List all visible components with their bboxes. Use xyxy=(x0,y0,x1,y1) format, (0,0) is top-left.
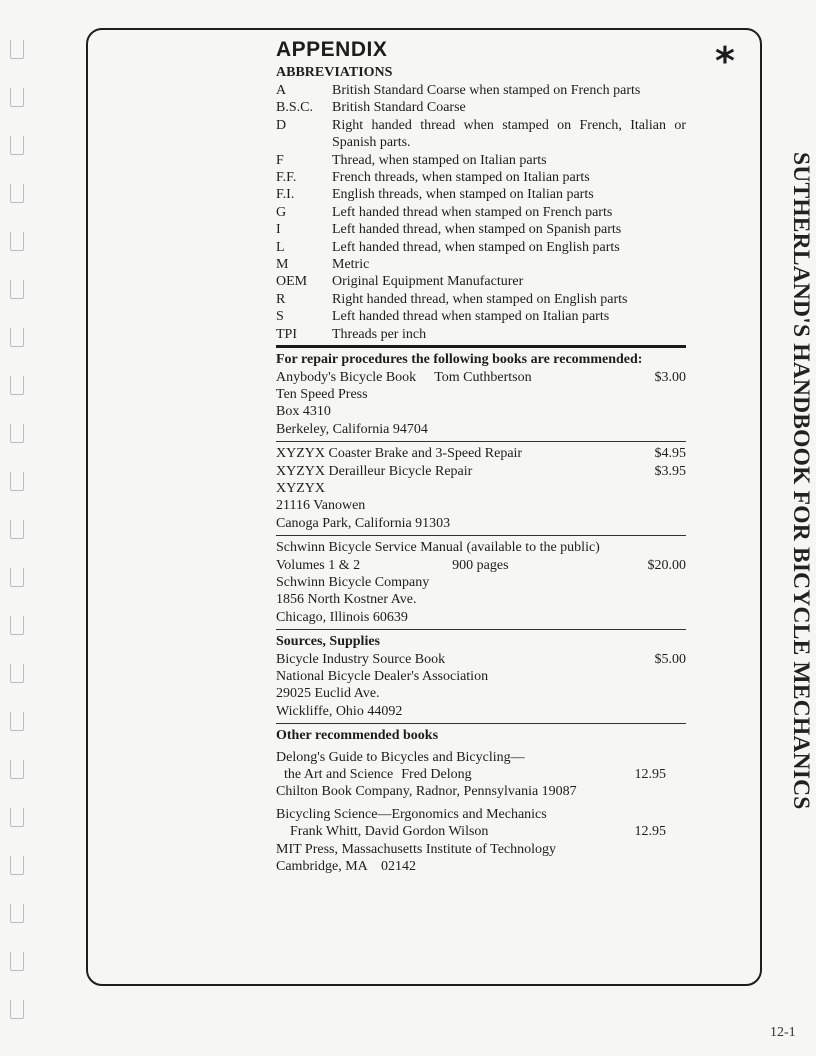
abbreviation-row xyxy=(276,239,686,256)
abbreviation-row xyxy=(276,169,686,186)
book-entry xyxy=(276,766,686,783)
publisher-line: MIT Press, Massachusetts Institute of Technology xyxy=(276,841,557,857)
abbreviation-definition: French threads, when stamped on Italian parts xyxy=(332,170,590,186)
binder-hole xyxy=(10,424,24,443)
binder-hole xyxy=(10,712,24,731)
abbreviation-definition: Threads per inch xyxy=(332,326,427,342)
publisher-line: Berkeley, California 94704 xyxy=(276,421,428,437)
abbreviation-row xyxy=(276,82,686,99)
abbreviation-row xyxy=(276,186,686,203)
abbreviation-code: I xyxy=(276,222,281,238)
publisher-line: Canoga Park, California 91303 xyxy=(276,515,451,531)
side-title: SUTHERLAND'S HANDBOOK FOR BICYCLE MECHANICS xyxy=(788,152,814,810)
sources-heading: Sources, Supplies xyxy=(276,634,380,650)
abbreviation-definition: Thread, when stamped on Italian parts xyxy=(332,152,547,168)
book-pages: 900 pages xyxy=(452,557,509,573)
repair-section xyxy=(276,348,686,441)
appendix-content xyxy=(276,38,686,878)
abbreviations-list xyxy=(276,82,686,343)
binder-hole xyxy=(10,472,24,491)
page-number: 12-1 xyxy=(770,1025,796,1040)
book-price: 12.95 xyxy=(634,824,666,840)
book-title: Anybody's Bicycle Book xyxy=(276,369,417,385)
abbreviation-definition: British Standard Coarse when stamped on French parts xyxy=(332,83,641,98)
book-entry xyxy=(276,445,686,462)
abbreviation-definition: Left handed thread when stamped on French parts xyxy=(332,204,613,220)
binder-hole xyxy=(10,664,24,683)
book-title-continued: the Art and Science xyxy=(284,767,394,783)
binder-hole xyxy=(10,520,24,539)
publisher-line: XYZYX xyxy=(276,480,325,496)
abbreviation-code: R xyxy=(276,291,286,307)
book-title: Bicycling Science—Ergonomics and Mechanics xyxy=(276,806,547,822)
binder-hole xyxy=(10,1000,24,1019)
book-author: Tom Cuthbertson xyxy=(434,369,532,385)
abbreviation-code: M xyxy=(276,257,289,273)
abbreviation-code: S xyxy=(276,309,284,325)
book-title: Bicycle Industry Source Book xyxy=(276,651,446,667)
publisher-line: Cambridge, MA 02142 xyxy=(276,859,416,875)
binder-hole xyxy=(10,568,24,587)
sources-section xyxy=(276,630,686,723)
book-entry xyxy=(276,557,686,574)
publisher-line: Ten Speed Press xyxy=(276,386,368,402)
abbreviation-code: F.F. xyxy=(276,170,297,186)
book-price: 12.95 xyxy=(634,767,666,783)
abbreviation-definition: Right handed thread when stamped on French, Italian or Spanish parts. xyxy=(332,117,686,151)
publisher-line: 29025 Euclid Ave. xyxy=(276,686,380,702)
binder-hole xyxy=(10,232,24,251)
abbreviation-code: F.I. xyxy=(276,187,295,203)
abbreviation-definition: British Standard Coarse xyxy=(332,100,466,116)
other-books-heading: Other recommended books xyxy=(276,728,439,744)
abbreviation-row xyxy=(276,152,686,169)
book-price: $3.00 xyxy=(654,369,686,385)
binder-hole xyxy=(10,280,24,299)
abbreviation-row xyxy=(276,117,686,152)
book-price: $3.95 xyxy=(654,463,686,479)
book-volumes: Volumes 1 & 2 xyxy=(276,557,361,573)
book-author: Fred Delong xyxy=(401,767,472,783)
binder-hole xyxy=(10,376,24,395)
book-entry xyxy=(276,823,686,840)
binder-hole xyxy=(10,136,24,155)
abbreviation-code: F xyxy=(276,152,284,168)
binder-hole xyxy=(10,328,24,347)
abbreviation-definition: Right handed thread, when stamped on English parts xyxy=(332,291,628,307)
publisher-line: Chicago, Illinois 60639 xyxy=(276,609,408,625)
book-entry xyxy=(276,651,686,668)
abbreviation-definition: Original Equipment Manufacturer xyxy=(332,274,524,290)
book-price: $5.00 xyxy=(654,651,686,667)
book-title: Delong's Guide to Bicycles and Bicycling— xyxy=(276,749,525,765)
page-title: APPENDIX xyxy=(276,38,388,61)
abbreviation-code: D xyxy=(276,117,287,133)
abbreviation-code: OEM xyxy=(276,274,308,290)
abbreviation-row xyxy=(276,256,686,273)
schwinn-section xyxy=(276,536,686,629)
abbreviation-row xyxy=(276,273,686,290)
book-title: Schwinn Bicycle Service Manual (available to the public) xyxy=(276,540,600,556)
binder-hole xyxy=(10,952,24,971)
binder-hole xyxy=(10,184,24,203)
abbreviation-code: B.S.C. xyxy=(276,100,313,116)
publisher-line: Wickliffe, Ohio 44092 xyxy=(276,703,403,719)
binder-hole xyxy=(10,616,24,635)
abbreviation-definition: English threads, when stamped on Italian parts xyxy=(332,187,594,203)
abbreviation-definition: Left handed thread, when stamped on English parts xyxy=(332,239,620,255)
binder-hole xyxy=(10,904,24,923)
binder-hole xyxy=(10,856,24,875)
abbreviation-row xyxy=(276,291,686,308)
abbreviation-row xyxy=(276,221,686,238)
abbreviation-code: L xyxy=(276,239,285,255)
other-books-section xyxy=(276,724,686,878)
repair-heading: For repair procedures the following books are recommended: xyxy=(276,352,643,368)
abbreviation-definition: Left handed thread when stamped on Italian parts xyxy=(332,309,610,325)
publisher-line: 21116 Vanowen xyxy=(276,498,366,514)
book-price: $20.00 xyxy=(647,557,686,573)
publisher-line: 1856 North Kostner Ave. xyxy=(276,592,417,608)
abbreviation-code: A xyxy=(276,83,287,98)
publisher-line: Chilton Book Company, Radnor, Pennsylvania 19087 xyxy=(276,784,577,800)
xyzyx-section xyxy=(276,442,686,535)
abbreviation-code: TPI xyxy=(276,326,297,342)
publisher-line: Box 4310 xyxy=(276,404,331,420)
abbreviations-heading: ABBREVIATIONS xyxy=(276,65,393,80)
binder-hole xyxy=(10,88,24,107)
book-entry xyxy=(276,369,686,386)
book-title: XYZYX Derailleur Bicycle Repair xyxy=(276,463,473,479)
abbreviation-code: G xyxy=(276,204,287,220)
book-price: $4.95 xyxy=(654,446,686,462)
binder-hole xyxy=(10,760,24,779)
publisher-line: National Bicycle Dealer's Association xyxy=(276,669,489,684)
abbreviation-row xyxy=(276,204,686,221)
binder-hole xyxy=(10,40,24,59)
book-author: Frank Whitt, David Gordon Wilson xyxy=(290,824,489,840)
abbreviation-definition: Metric xyxy=(332,257,370,273)
publisher-line: Schwinn Bicycle Company xyxy=(276,574,430,590)
abbreviation-definition: Left handed thread, when stamped on Spanish parts xyxy=(332,222,622,238)
book-title: XYZYX Coaster Brake and 3-Speed Repair xyxy=(276,446,523,462)
abbreviation-row xyxy=(276,326,686,343)
book-entry xyxy=(276,463,686,480)
abbreviation-row xyxy=(276,99,686,116)
binder-hole xyxy=(10,808,24,827)
abbreviation-row xyxy=(276,308,686,325)
asterisk-mark: * xyxy=(715,39,735,83)
